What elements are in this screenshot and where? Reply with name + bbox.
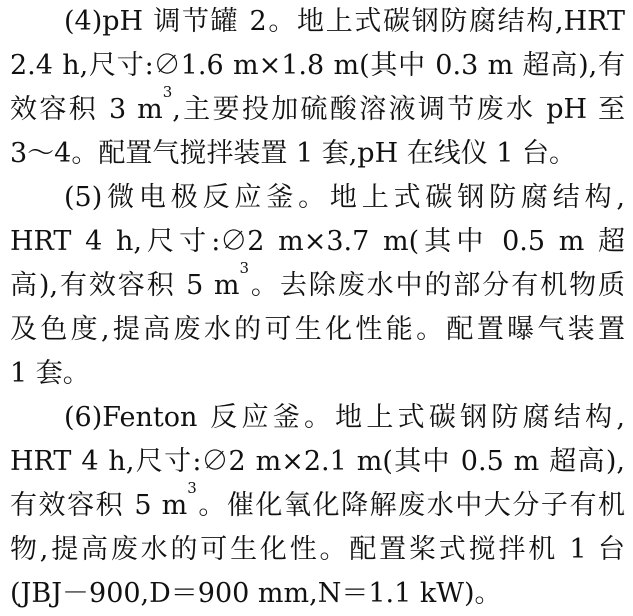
paragraph-6-line-2: HRT 4 h,尺寸:∅2 m×2.1 m(其中 0.5 m 超高), [10, 446, 625, 477]
paragraph-5-line-5: 1 套。 [10, 358, 90, 389]
paragraph-5-line-3-rest: 。去除废水中的部分有机物质 [249, 270, 626, 301]
paragraph-5-line-4: 及色度,提高废水的可生化性能。配置曝气装置 [10, 314, 625, 345]
paragraph-6-line-1: (6)Fenton 反应釜。地上式碳钢防腐结构, [64, 402, 625, 433]
paragraph-6-line-5: (JBJ－900,D＝900 mm,N＝1.1 kW)。 [10, 578, 502, 609]
paragraph-4-line-4: 3～4。配置气搅拌装置 1 套,pH 在线仪 1 台。 [10, 138, 577, 169]
paragraph-6-line-3-rest: 。催化氧化降解废水中大分子有机 [196, 490, 625, 521]
paragraph-6-line-3 [10, 479, 625, 528]
cubic-exponent: 3 [187, 479, 197, 497]
paragraph-4-line-2: 2.4 h,尺寸:∅1.6 m×1.8 m(其中 0.3 m 超高),有 [10, 50, 625, 81]
paragraph-4-line-3 [10, 83, 626, 132]
paragraph-6-line-4: 物,提高废水的可生化性。配置桨式搅拌机 1 台 [10, 534, 625, 565]
paragraph-4-line-1: (4)pH 调节罐 2。地上式碳钢防腐结构,HRT [64, 6, 625, 37]
cubic-exponent: 3 [162, 83, 173, 101]
paragraph-5-line-2: HRT 4 h,尺寸:∅2 m×3.7 m(其中 0.5 m 超 [10, 226, 625, 257]
paragraph-4-line-3-rest: ,主要投加硫酸溶液调节废水 pH 至 [172, 94, 626, 125]
volume-text: 效容积 3 m [10, 94, 163, 125]
paragraph-5-line-1: (5)微电极反应釜。地上式碳钢防腐结构, [64, 182, 625, 213]
paragraph-5-line-3 [10, 259, 626, 308]
volume-text: 高),有效容积 5 m [10, 270, 240, 301]
volume-text: 有效容积 5 m [10, 490, 188, 521]
cubic-exponent: 3 [239, 259, 249, 277]
